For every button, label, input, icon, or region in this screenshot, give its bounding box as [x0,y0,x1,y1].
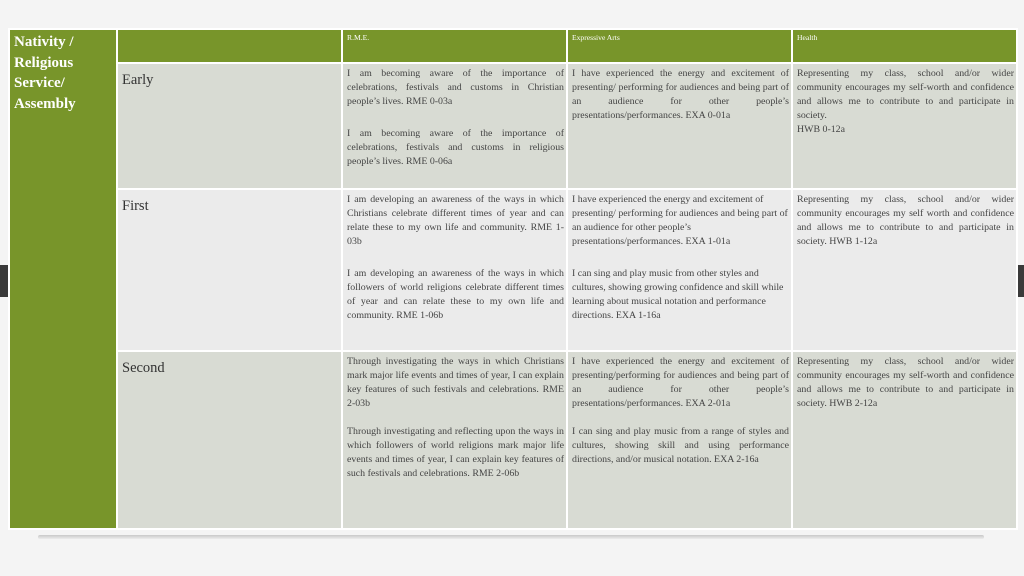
outcome-code: HWB 0-12a [797,124,845,135]
outcome-text: I can sing and play music from other styles and cultures, showing growing confidence and skill while learning about musical notation and performance directions. EXA 1-16a [572,268,784,321]
stage-label: First [122,198,149,214]
outcome-text: I can sing and play music from a range of styles and cultures, showing skill and using performance directions, and/or musical notation. EXA 2-16a [572,426,789,465]
header-rme: R.M.E. [342,29,567,63]
slide-shadow [38,535,984,539]
arts-cell [567,351,792,529]
stage-cell [117,63,342,189]
outcome-text: I have experienced the energy and excitement of presenting/performing for audiences and being part of an audience for other people’s presentations/performances. EXA 2-01a [572,356,789,409]
outcome-text: I am becoming aware of the importance of celebrations, festivals and customs in religious people’s lives. RME 0-06a [347,128,564,167]
header-blank [117,29,342,63]
health-cell [792,189,1017,351]
outcome-text: Through investigating the ways in which Christians mark major life events and times of year, I can explain key features of such festivals and celebrations. RME 2-03b [347,356,564,409]
header-expressive-arts: Expressive Arts [567,29,792,63]
header-health: Health [792,29,1017,63]
health-cell [792,351,1017,529]
stage-cell [117,189,342,351]
stage-label: Early [122,72,154,88]
outcome-text: I have experienced the energy and excitement of presenting/ performing for audiences and being part of an audience for other people’s presentations/performances. EXA 1-01a [572,194,788,247]
outcome-text: Through investigating and reflecting upon the ways in which followers of world religions mark major life events and times of year, I can explain key features of such festivals and celebrations. RME 2-06b [347,426,564,479]
topic-title: Nativity / Religious Service/ Assembly [14,34,76,112]
table-row-first [9,189,1017,351]
table-row-second [9,351,1017,529]
rme-cell [342,189,567,351]
outcome-text: I am becoming aware of the importance of celebrations, festivals and customs in Christian people’s lives. RME 0-03a [347,68,564,107]
header-row [9,29,1017,63]
topic-cell [9,29,117,529]
outcome-text: I am developing an awareness of the ways in which followers of world religions celebrate different times of year and can relate these to my own life and community. RME 1-06b [347,268,564,321]
arts-cell [567,189,792,351]
rme-cell [342,351,567,529]
table-row-early [9,63,1017,189]
outcome-text: Representing my class, school and/or wider community encourages my self-worth and confidence and allows me to contribute to and participate in society. [797,68,1014,121]
stage-label: Second [122,360,165,376]
health-cell [792,63,1017,189]
stage-cell [117,351,342,529]
curriculum-table [8,28,1018,530]
arts-cell [567,63,792,189]
rme-cell [342,63,567,189]
outcome-text: Representing my class, school and/or wider community encourages my self-worth and confidence and allows me to contribute to and participate in society. HWB 2-12a [797,356,1014,409]
outcome-text: I have experienced the energy and excitement of presenting/ performing for audiences and being part of an audience for other people’s presentations/performances. EXA 0-01a [572,68,789,121]
outcome-text: Representing my class, school and/or wider community encourages my self worth and confidence and allows me to contribute to and participate in society. HWB 1-12a [797,194,1014,247]
outcome-text: I am developing an awareness of the ways in which Christians celebrate different times of year and can relate these to my own life and community. RME 1-03b [347,194,564,247]
